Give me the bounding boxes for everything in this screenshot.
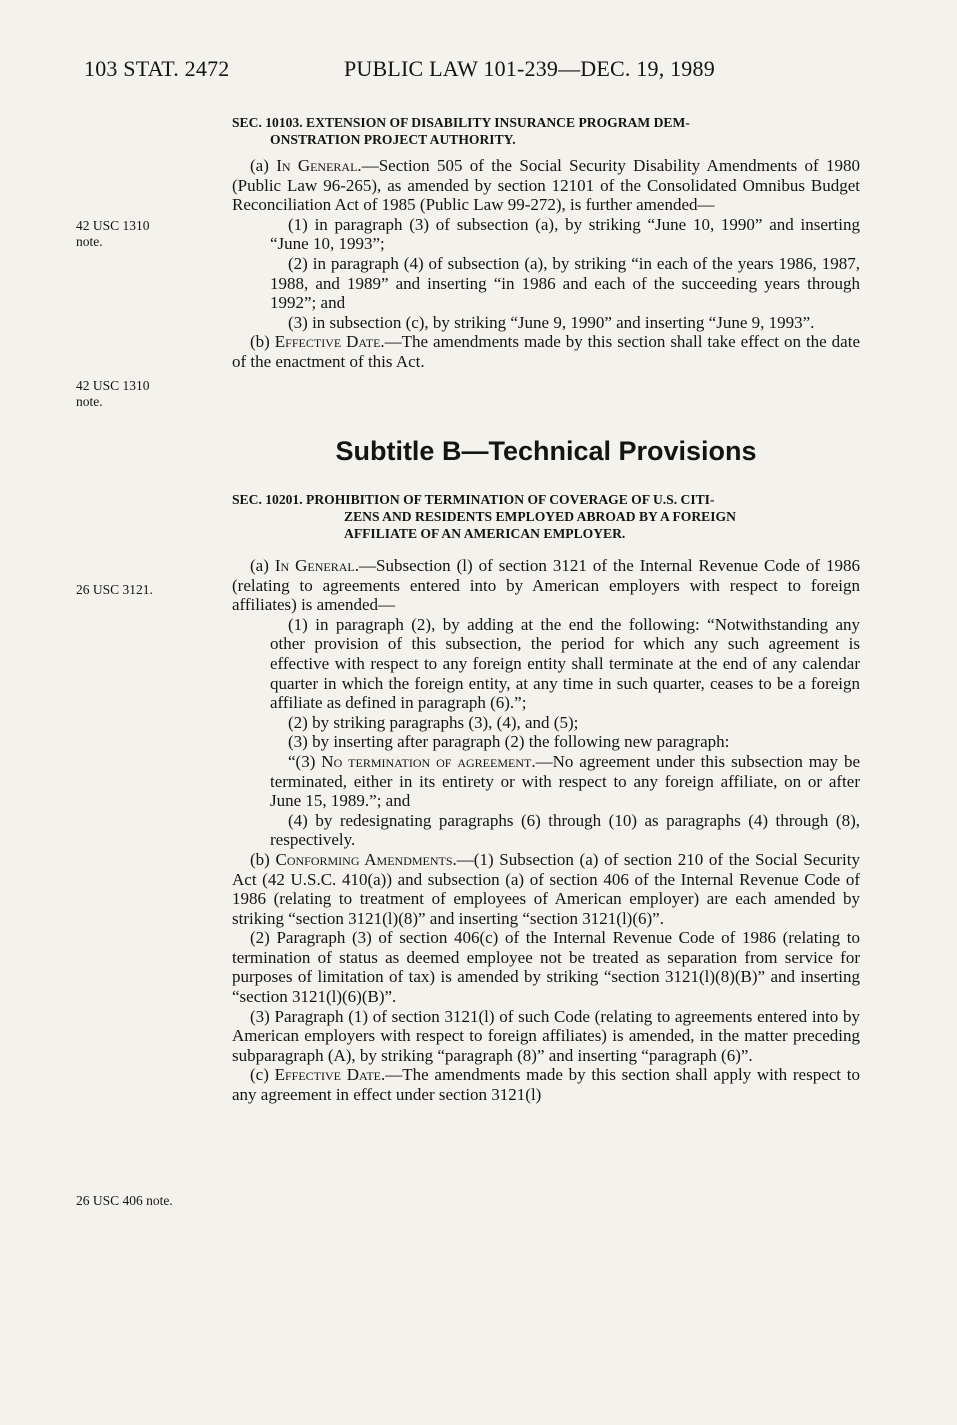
paragraph-4: (4) by redesignating paragraphs (6) through (10) as paragraphs (4) through (8), respectively. bbox=[270, 810, 860, 850]
subsection-caption: Effective Date. bbox=[274, 332, 385, 352]
section-heading: SEC. 10201. PROHIBITION OF TERMINATION OF COVERAGE OF U.S. CITI- ZENS AND RESIDENTS EMPLOYED ABROAD BY A FOREIGN AFFILIATE OF AN AMERICAN EMPLOYER. bbox=[232, 492, 736, 541]
subsection-b-2: (2) Paragraph (3) of section 406(c) of the Internal Revenue Code of 1986 (relating to termination of status as deemed employee not be treated as separation from service for purposes of limitation of tax) is amended by striking “section 3121(l)(8)(B)” and inserting “section 3121(l)(6)(B)”. bbox=[232, 928, 860, 1007]
subsection-a: (a) In General.—Section 505 of the Social Security Disability Amendments of 1980 (Public Law 96-265), as amended by section 12101 of the Consolidated Omnibus Budget Reconciliation Act of 1985 (Public Law 99-272), is further amended— bbox=[232, 156, 860, 215]
quoted-paragraph-3: “(3) No termination of agreement.—No agreement under this subsection may be terminated, either in its entirety or with respect to any foreign affiliate, on or after June 15, 1989.”; and bbox=[270, 751, 861, 811]
subtitle-heading: Subtitle B—Technical Provisions bbox=[335, 436, 757, 466]
subsection-b-3: (3) Paragraph (1) of section 3121(l) of such Code (relating to agreements entered into by American employers with respect to foreign affiliates) is amended, in the matter preceding subparagraph (A), by striking “paragraph (8)” and inserting “paragraph (6)”. bbox=[232, 1006, 860, 1065]
margin-note-suffix: note. bbox=[76, 394, 103, 409]
margin-note-4 bbox=[76, 1193, 216, 1209]
margin-note-citation: 42 USC 1310 bbox=[76, 218, 150, 233]
section-10201 bbox=[232, 491, 860, 1105]
paragraph-2: (2) by striking paragraphs (3), (4), and (5); bbox=[288, 712, 579, 732]
margin-note-citation: 42 USC 1310 bbox=[76, 378, 150, 393]
subsection-b: (b) Conforming Amendments.—(1) Subsection (a) of section 210 of the Social Security Act (42 U.S.C. 410(a)) and subsection (a) of section 406 of the Internal Revenue Code of 1986 (relating to treatment of employees of American employer) are each amended by striking “section 3121(l)(8)” and inserting “section 3121(l)(6)”. bbox=[232, 849, 861, 928]
paragraph-2: (2) in paragraph (4) of subsection (a), by striking “in each of the years 1986, 1987, 1988, and 1989” and inserting “in 1986 and each of the succeeding years through 1992”; and bbox=[270, 253, 860, 313]
running-head: PUBLIC LAW 101-239—DEC. 19, 1989 bbox=[344, 56, 715, 81]
subsection-caption: Conforming Amendments. bbox=[275, 849, 457, 869]
section-10103 bbox=[232, 114, 860, 372]
margin-note-suffix: note. bbox=[76, 234, 103, 249]
paragraph-3: (3) by inserting after paragraph (2) the following new paragraph: bbox=[288, 732, 730, 752]
subsection-caption: Effective Date. bbox=[274, 1065, 386, 1085]
margin-note-2 bbox=[76, 378, 216, 410]
margin-note-citation: 26 USC 3121. bbox=[76, 582, 153, 597]
subsection-c: (c) Effective Date.—The amendments made by this section shall apply with respect to any agreement in effect under section 3121(l) bbox=[232, 1065, 860, 1105]
paragraph-3: (3) in subsection (c), by striking “June 9, 1990” and inserting “June 9, 1993”. bbox=[288, 312, 815, 332]
subsection-caption: In General. bbox=[276, 156, 362, 175]
margin-note-1 bbox=[76, 218, 216, 250]
section-heading: SEC. 10103. EXTENSION OF DISABILITY INSURANCE PROGRAM DEM- ONSTRATION PROJECT AUTHORITY. bbox=[232, 115, 690, 147]
stat-page-number: 103 STAT. 2472 bbox=[84, 56, 230, 81]
margin-note-3 bbox=[76, 582, 216, 598]
paragraph-1: (1) in paragraph (2), by adding at the end the following: “Notwithstanding any other provision of this subsection, the period for which any such agreement is effective with respect to any foreign entity shall terminate at the end of any calendar quarter in which the foreign entity, at any time in such quarter, ceases to be a foreign affiliate as defined in paragraph (6).”; bbox=[270, 614, 860, 713]
paragraph-caption: No termination of agreement. bbox=[321, 751, 536, 771]
page-header bbox=[84, 56, 784, 90]
margin-note-citation: 26 USC 406 note. bbox=[76, 1193, 173, 1208]
subsection-a: (a) In General.—Subsection (l) of section 3121 of the Internal Revenue Code of 1986 (relating to agreements entered into by American employers with respect to foreign affiliates) is amended— bbox=[232, 556, 860, 615]
subsection-caption: In General. bbox=[274, 556, 359, 575]
paragraph-1: (1) in paragraph (3) of subsection (a), by striking “June 10, 1990” and inserting “June 10, 1993”; bbox=[270, 214, 860, 254]
subsection-b: (b) Effective Date.—The amendments made by this section shall take effect on the date of the enactment of this Act. bbox=[232, 332, 860, 371]
